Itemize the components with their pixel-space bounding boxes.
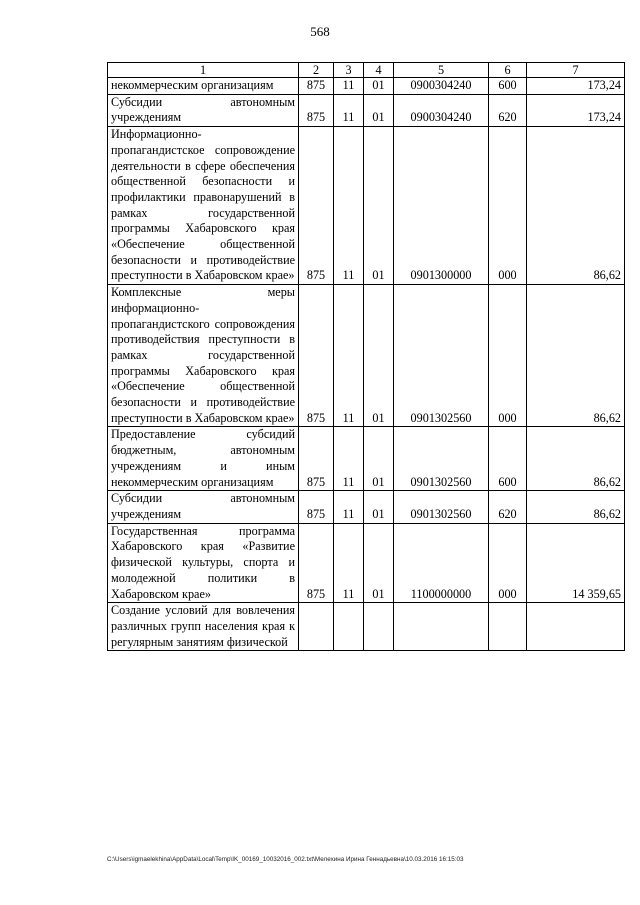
table-row <box>108 603 625 651</box>
row-code-5: 1100000000 <box>394 523 489 603</box>
row-description: Государственная программа Хабаровского края «Развитие физической культуры, спорта и молодежной политики в Хабаровском крае» <box>108 523 299 603</box>
row-description: Информационно-пропагандистское сопровождение деятельности в сфере обеспечения общественной безопасности и профилактики правонарушений в рамках государственной программы Хабаровского края «Обеспечение общественной безопасности и противодействие преступности в Хабаровском крае» <box>108 127 299 285</box>
column-header-7: 7 <box>527 63 625 78</box>
row-code-5: 0901300000 <box>394 127 489 285</box>
row-code-3: 11 <box>334 127 364 285</box>
row-code-3: 11 <box>334 523 364 603</box>
page-number: 568 <box>310 24 330 39</box>
table-row <box>108 78 625 95</box>
row-description: Создание условий для вовлечения различных групп населения края к регулярным занятиям физической <box>108 603 299 651</box>
row-code-2: 875 <box>299 427 334 491</box>
row-code-3: 11 <box>334 94 364 126</box>
table-row <box>108 427 625 491</box>
row-code-3: 11 <box>334 427 364 491</box>
row-code-2 <box>299 603 334 651</box>
table-row <box>108 491 625 523</box>
row-code-5: 0901302560 <box>394 427 489 491</box>
table-row <box>108 285 625 427</box>
row-code-2: 875 <box>299 285 334 427</box>
file-path-footer: C:\Users\igmaelekhina\AppData\Local\Temp\IK_00169_10032016_002.txt\Мелехина Ирина Геннадьевна\10.03.2016 16:15:03 <box>107 856 464 863</box>
row-code-6: 620 <box>489 491 527 523</box>
row-code-6: 000 <box>489 285 527 427</box>
row-code-6 <box>489 603 527 651</box>
row-code-4: 01 <box>364 285 394 427</box>
row-code-4: 01 <box>364 94 394 126</box>
row-code-2: 875 <box>299 94 334 126</box>
column-header-1: 1 <box>108 63 299 78</box>
budget-table <box>107 62 625 651</box>
row-code-2: 875 <box>299 127 334 285</box>
row-description: Субсидии автономным учреждениям <box>108 491 299 523</box>
row-code-4: 01 <box>364 491 394 523</box>
row-amount: 86,62 <box>527 427 625 491</box>
column-header-6: 6 <box>489 63 527 78</box>
row-code-5: 0900304240 <box>394 94 489 126</box>
row-amount: 173,24 <box>527 78 625 95</box>
row-description: некоммерческим организациям <box>108 78 299 95</box>
table-row <box>108 523 625 603</box>
row-code-4: 01 <box>364 523 394 603</box>
row-code-6: 000 <box>489 127 527 285</box>
column-header-4: 4 <box>364 63 394 78</box>
table-row <box>108 94 625 126</box>
row-code-5: 0900304240 <box>394 78 489 95</box>
row-amount: 86,62 <box>527 491 625 523</box>
row-code-3: 11 <box>334 78 364 95</box>
row-amount <box>527 603 625 651</box>
column-header-5: 5 <box>394 63 489 78</box>
column-header-3: 3 <box>334 63 364 78</box>
row-code-4 <box>364 603 394 651</box>
row-code-5: 0901302560 <box>394 285 489 427</box>
header-row <box>108 63 625 78</box>
row-code-2: 875 <box>299 523 334 603</box>
row-description: Предоставление субсидий бюджетным, автономным учреждениям и иным некоммерческим организациям <box>108 427 299 491</box>
row-description: Субсидии автономным учреждениям <box>108 94 299 126</box>
row-code-4: 01 <box>364 427 394 491</box>
row-code-6: 600 <box>489 78 527 95</box>
row-code-5: 0901302560 <box>394 491 489 523</box>
row-code-3 <box>334 603 364 651</box>
row-code-4: 01 <box>364 78 394 95</box>
row-code-3: 11 <box>334 285 364 427</box>
row-amount: 86,62 <box>527 127 625 285</box>
row-code-3: 11 <box>334 491 364 523</box>
row-code-6: 600 <box>489 427 527 491</box>
row-code-2: 875 <box>299 491 334 523</box>
row-description: Комплексные меры информационно-пропагандистского сопровождения противодействия преступности в рамках государственной программы Хабаровского края «Обеспечение общественной безопасности и противодействие преступности в Хабаровском крае» <box>108 285 299 427</box>
row-code-6: 000 <box>489 523 527 603</box>
column-header-2: 2 <box>299 63 334 78</box>
row-code-5 <box>394 603 489 651</box>
row-code-2: 875 <box>299 78 334 95</box>
row-amount: 86,62 <box>527 285 625 427</box>
row-code-6: 620 <box>489 94 527 126</box>
row-amount: 14 359,65 <box>527 523 625 603</box>
table-row <box>108 127 625 285</box>
row-amount: 173,24 <box>527 94 625 126</box>
row-code-4: 01 <box>364 127 394 285</box>
